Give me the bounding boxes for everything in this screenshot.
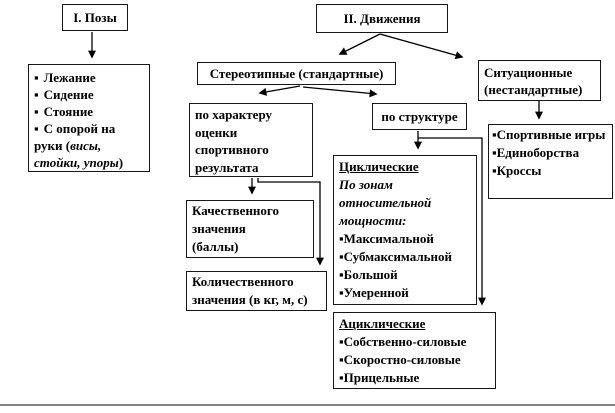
bullet-icon: ▪ [34,121,39,136]
bullet-icon: ▪ [339,231,344,246]
situational-item-label: Единоборства [496,145,580,160]
situational-item-label: Спортивные игры [496,127,606,142]
qualitative-line: Качественного [192,203,280,218]
bullet-icon: ▪ [492,127,497,142]
by-character-box [189,103,313,177]
cyclic-heading: Циклические [339,159,419,174]
bullet-icon: ▪ [339,352,344,367]
cyclic-box [333,155,477,305]
by-character-line: оценки [195,124,238,140]
bullet-icon: ▪ [339,249,344,264]
list-item [34,120,144,171]
quantitative-line: Количественного [192,274,294,289]
acyclic-box [333,312,496,389]
situational-line: Ситуационные [484,65,573,80]
arrow-stereotyped-to-by-character [260,86,300,93]
situational-list-box [488,124,613,199]
cyclic-item-label: Умеренной [343,285,409,300]
poses-title-label: I. Позы [73,9,117,25]
list-item [34,103,144,120]
by-character-line: спортивного [195,142,269,157]
list-item [339,248,471,266]
situational-box [478,60,601,101]
pose-support-close: ) [118,155,124,170]
list-item [339,369,490,387]
bullet-icon: ▪ [339,334,344,349]
bullet-icon: ▪ [339,370,344,385]
list-item [339,333,490,351]
list-item [492,162,609,180]
quantitative-box [186,271,327,311]
poses-title-box [62,4,128,31]
bullet-icon: ▪ [34,87,39,102]
situational-item-label: Кроссы [496,163,542,178]
cyclic-subheading: По зонам относительной мощности: [339,177,432,228]
arrow-movements-to-situational [380,34,462,57]
by-character-line: по характеру [195,107,273,122]
bullet-icon: ▪ [492,163,497,178]
stereotyped-label: Стереотипные (стандартные) [209,65,384,81]
qualitative-line: (баллы) [192,239,239,254]
quantitative-line: значения (в кг, м, с) [192,292,308,307]
pose-support-label: С опорой на руки ( [34,121,116,153]
list-item [339,351,490,369]
movements-title-label: II. Движения [343,10,421,26]
poses-list-box [28,64,150,172]
pose-item-label: Лежание [43,70,96,85]
by-structure-box [372,103,467,130]
arrow-movements-to-stereotyped [340,34,380,54]
list-item [492,144,609,162]
bullet-icon: ▪ [34,70,39,85]
list-item [339,230,471,248]
acyclic-item-label: Прицельные [343,370,420,385]
acyclic-item-label: Скоростно-силовые [343,352,461,367]
bullet-icon: ▪ [34,104,39,119]
qualitative-line: значения [192,221,246,236]
bullet-icon: ▪ [339,267,344,282]
list-item [339,284,471,302]
list-item [34,69,144,86]
list-item [339,266,471,284]
pose-item-label: Сидение [43,87,94,102]
stereotyped-box [197,62,396,85]
bullet-icon: ▪ [339,285,344,300]
qualitative-box [186,200,314,258]
cyclic-item-label: Субмаксимальной [343,249,452,264]
list-item [34,86,144,103]
arrow-stereotyped-to-by-structure [303,87,376,94]
list-item [492,126,609,144]
cyclic-item-label: Большой [343,267,398,282]
pose-item-label: Стояние [43,104,94,119]
by-character-line: результата [195,159,259,175]
situational-line: (нестандартные) [484,82,583,97]
cyclic-item-label: Максимальной [343,231,434,246]
by-structure-label: по структуре [381,108,458,124]
movements-title-box [316,4,448,33]
pose-support-italic-label: висы, стойки, упоры [34,138,119,170]
acyclic-item-label: Собственно-силовые [343,334,467,349]
bullet-icon: ▪ [492,145,497,160]
acyclic-heading: Ациклические [339,316,426,331]
